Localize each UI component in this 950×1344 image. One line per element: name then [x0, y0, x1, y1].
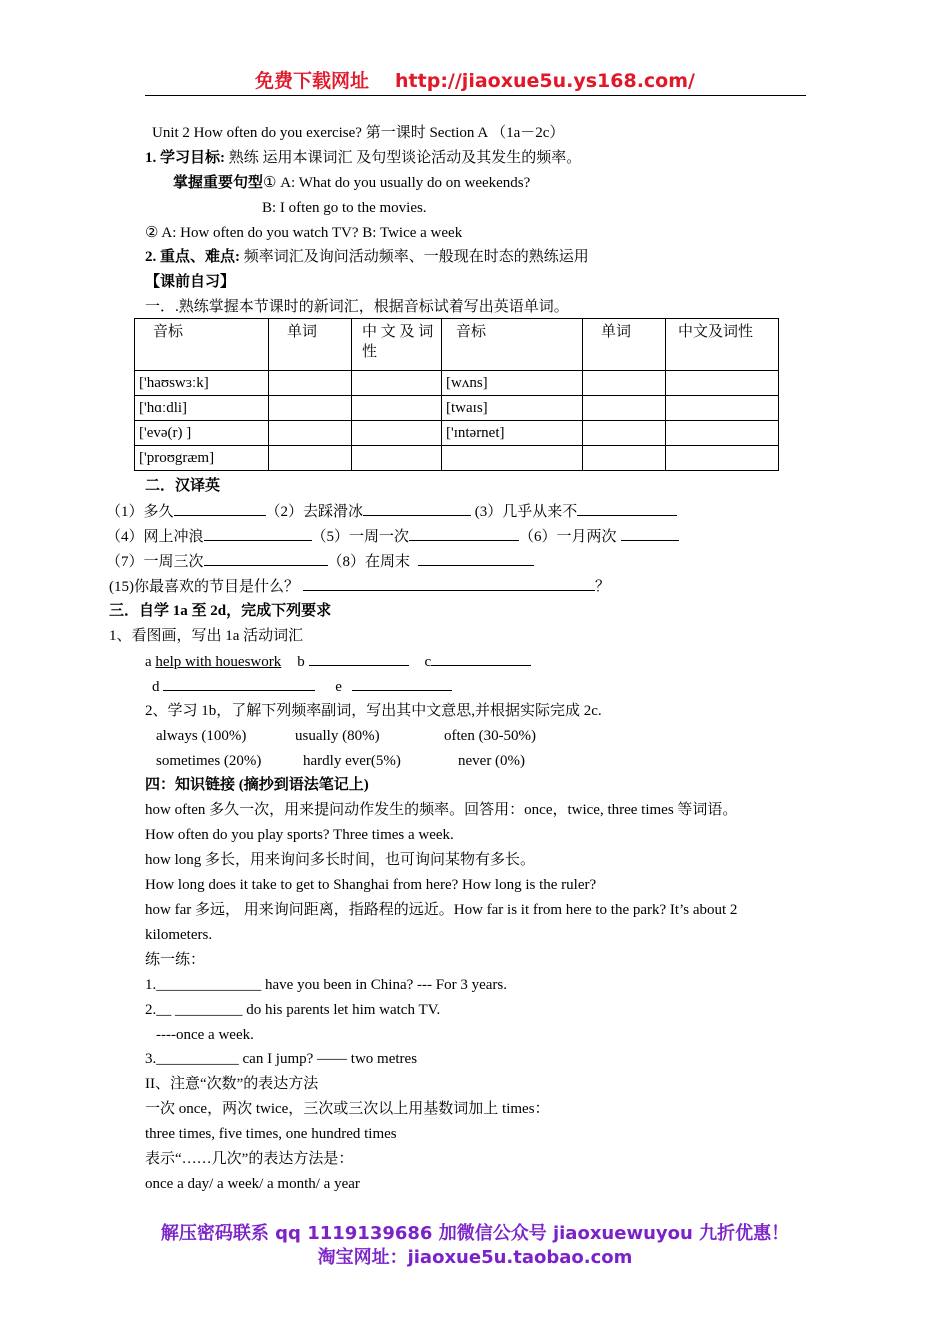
sentence-label: 掌握重要句型 — [173, 175, 264, 191]
practice-item-1: 1.______________ have you been in China? --- For 3 years. — [145, 977, 508, 993]
footer-contact: 解压密码联系 qq 1119139686 加微信公众号 jiaoxuewuyou 九折优惠！ — [160, 1223, 790, 1244]
table-cell: [twaɪs] — [442, 396, 583, 421]
table-cell[interactable] — [666, 371, 779, 396]
table-header-cell: 单词 — [269, 319, 352, 371]
table-cell: ['ɪntərnet] — [442, 421, 583, 446]
answer-blank[interactable] — [418, 551, 534, 566]
note-line: How long does it take to get to Shanghai from here? How long is the ruler? — [145, 877, 597, 893]
sentence-2: ② A: How often do you watch TV? B: Twice a week — [145, 225, 463, 241]
sentence-pattern-1 — [173, 173, 530, 193]
footer-taobao-link[interactable]: 淘宝网址：jiaoxue5u.taobao.com — [317, 1247, 633, 1268]
label-d: d — [152, 679, 164, 695]
label-b: b — [297, 654, 309, 670]
table-cell: [wʌns] — [442, 371, 583, 396]
header-banner — [145, 66, 805, 93]
table-row — [135, 421, 779, 446]
label-a: a — [145, 654, 156, 670]
translate-row-15 — [109, 576, 610, 597]
part4-title: 四：知识链接 (摘抄到语法笔记上) — [145, 777, 369, 793]
translate-row-2 — [106, 526, 679, 547]
table-cell[interactable] — [269, 396, 352, 421]
translate-row-3 — [106, 551, 534, 572]
note-line: 一次 once，两次 twice，三次或三次以上用基数词加上 times： — [145, 1101, 550, 1117]
table-row — [135, 371, 779, 396]
note-line: kilometers. — [145, 927, 213, 943]
answer-blank[interactable] — [174, 501, 266, 516]
table-cell — [442, 446, 583, 471]
table-cell[interactable] — [269, 371, 352, 396]
table-header-cell: 音标 — [442, 319, 583, 371]
note-line: How often do you play sports? Three times a week. — [145, 827, 454, 843]
answer-blank[interactable] — [303, 576, 595, 591]
answer-blank[interactable] — [577, 501, 677, 516]
part3-title: 三．自学 1a 至 2d，完成下列要求 — [109, 603, 332, 619]
table-cell[interactable] — [352, 446, 442, 471]
note-line: once a day/ a week/ a month/ a year — [145, 1176, 360, 1192]
practice-item-2-answer: ----once a week. — [156, 1027, 254, 1043]
table-cell[interactable] — [666, 446, 779, 471]
note-line: how long 多长，用来询问多长时间，也可询问某物有多长。 — [145, 852, 536, 868]
translate-item: (3）几乎从来不 — [471, 504, 578, 520]
sentence-1a: ① A: What do you usually do on weekends? — [263, 175, 531, 191]
table-header-cell: 中 文 及 词性 — [352, 319, 442, 371]
sentence-1b: B: I often go to the movies. — [262, 200, 427, 216]
table-cell: ['proʊgræm] — [135, 446, 269, 471]
header-url-link[interactable]: http://jiaoxue5u.ys168.com/ — [395, 70, 695, 92]
table-cell: ['haʊswɜːk] — [135, 371, 269, 396]
table-cell: ['hɑːdli] — [135, 396, 269, 421]
answer-blank[interactable] — [621, 526, 679, 541]
table-row — [135, 446, 779, 471]
lesson-title: Unit 2 How often do you exercise? 第一课时 Section A （1a－2c） — [152, 125, 565, 141]
question-mark: ？ — [595, 579, 611, 595]
answer-blank[interactable] — [409, 526, 519, 541]
vocab-table — [134, 318, 779, 471]
table-cell[interactable] — [583, 396, 666, 421]
table-cell[interactable] — [583, 446, 666, 471]
activity-row-1 — [145, 651, 531, 672]
answer-blank[interactable] — [204, 526, 312, 541]
objectives-line — [145, 148, 581, 168]
translate-item: （7）一周三次 — [106, 554, 204, 570]
note-line: how often 多久一次，用来提问动作发生的频率。回答用：once，twice, three times 等词语。 — [145, 802, 738, 818]
part3-q1: 1、看图画，写出 1a 活动词汇 — [109, 628, 304, 644]
note-line: II、注意“次数”的表达方法 — [145, 1076, 319, 1092]
translate-item: （5）一周一次 — [311, 529, 410, 545]
objectives-text: 熟练 运用本课词汇 及句型谈论活动及其发生的频率。 — [225, 150, 582, 166]
table-cell[interactable] — [583, 421, 666, 446]
key-points-text: 频率词汇及询问活动频率、一般现在时态的熟练运用 — [240, 249, 589, 265]
part3-q2: 2、学习 1b，了解下列频率副词，写出其中文意思,并根据实际完成 2c. — [145, 703, 602, 719]
table-header-cell: 中文及词性 — [666, 319, 779, 371]
translate-item: （4）网上冲浪 — [106, 529, 204, 545]
answer-blank[interactable] — [363, 501, 471, 516]
adverb-sometimes: sometimes (20%) — [156, 753, 262, 769]
practice-item-3: 3.___________ can I jump? —— two metres — [145, 1051, 418, 1067]
table-cell[interactable] — [666, 421, 779, 446]
table-header-cell: 音标 — [135, 319, 269, 371]
practice-label: 练一练： — [145, 952, 206, 968]
part2-title: 二．汉译英 — [145, 478, 221, 494]
translate-item: （1）多久 — [106, 504, 174, 520]
adverb-never: never (0%) — [458, 753, 526, 769]
translate-row-1 — [106, 501, 677, 522]
adverb-often: often (30-50%) — [444, 728, 537, 744]
objectives-label: 1. 学习目标: — [145, 150, 225, 166]
answer-a: help with houeswork — [155, 654, 282, 670]
header-divider — [145, 95, 806, 96]
answer-blank[interactable] — [309, 651, 409, 666]
translate-item: （6）一月两次 — [519, 529, 617, 545]
activity-row-2 — [152, 676, 452, 697]
translate-item: （2）去踩滑冰 — [265, 504, 364, 520]
translate-item: （8）在周末 — [327, 554, 411, 570]
answer-blank[interactable] — [352, 676, 452, 691]
table-cell[interactable] — [352, 396, 442, 421]
label-c: c — [424, 654, 432, 670]
key-points-line — [145, 247, 589, 267]
table-cell[interactable] — [583, 371, 666, 396]
answer-blank[interactable] — [431, 651, 531, 666]
label-e: e — [335, 679, 346, 695]
part1-title: 一．.熟练掌握本节课时的新词汇，根据音标试着写出英语单词。 — [145, 299, 569, 315]
practice-item-2: 2.__ _________ do his parents let him watch TV. — [145, 1002, 441, 1018]
key-points-label: 2. 重点、难点: — [145, 249, 240, 265]
adverb-usually: usually (80%) — [295, 728, 380, 744]
adverb-always: always (100%) — [156, 728, 247, 744]
table-cell[interactable] — [352, 421, 442, 446]
table-cell[interactable] — [269, 421, 352, 446]
table-row — [135, 396, 779, 421]
note-line: three times, five times, one hundred times — [145, 1126, 397, 1142]
translate-item: (15)你最喜欢的节目是什么？ — [109, 579, 299, 595]
table-header-cell: 单词 — [583, 319, 666, 371]
table-cell[interactable] — [269, 446, 352, 471]
note-line: how far 多远， 用来询问距离，指路程的远近。How far is it from here to the park? It’s about 2 — [145, 902, 738, 918]
answer-blank[interactable] — [163, 676, 315, 691]
adverb-hardly-ever: hardly ever(5%) — [303, 753, 401, 769]
note-line: 表示“……几次”的表达方法是： — [145, 1151, 354, 1167]
answer-blank[interactable] — [204, 551, 328, 566]
header-label: 免费下载网址 — [255, 70, 370, 92]
preview-heading: 【课前自习】 — [145, 274, 236, 290]
table-cell[interactable] — [666, 396, 779, 421]
table-header-row — [135, 319, 779, 371]
table-cell[interactable] — [352, 371, 442, 396]
table-cell: ['evə(r) ] — [135, 421, 269, 446]
